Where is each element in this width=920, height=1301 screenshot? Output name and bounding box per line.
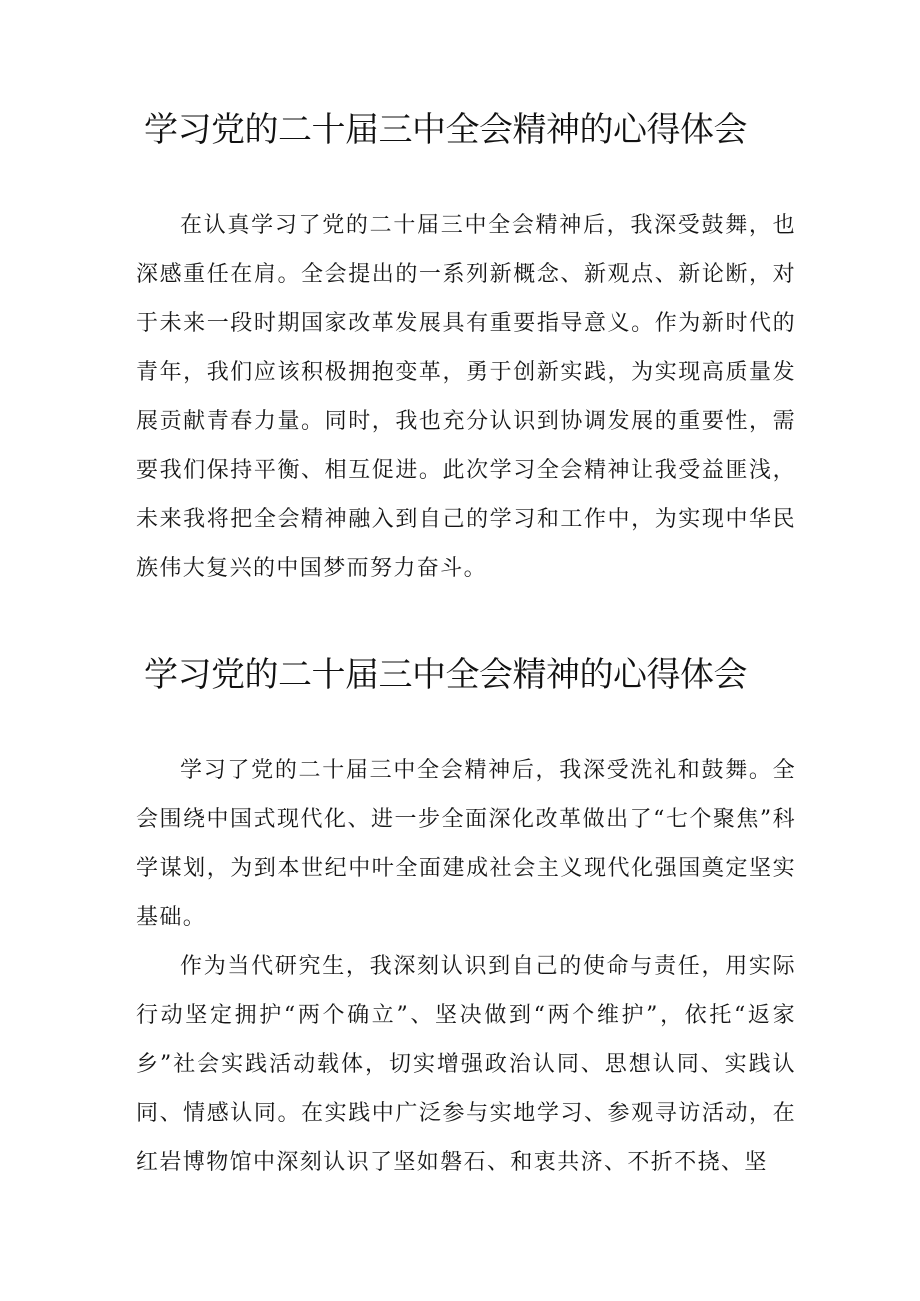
body-paragraph: 在认真学习了党的二十届三中全会精神后，我深受鼓舞，也深感重任在肩。全会提出的一系列新概念、新观点、新论断，对于未来一段时期国家改革发展具有重要指导意义。作为新时代的青年，我们应该积极拥抱变革，勇于创新实践，为实现高质量发展贡献青春力量。同时，我也充分认识到协调发展的重要性，需要我们保持平衡、相互促进。此次学习全会精神让我受益匪浅，未来我将把全会精神融入到自己的学习和工作中，为实现中华民族伟大复兴的中国梦而努力奋斗。 <box>136 213 796 581</box>
section-title: 学习党的二十届三中全会精神的心得体会 <box>144 655 747 695</box>
body-paragraph: 作为当代研究生，我深刻认识到自己的使命与责任，用实际行动坚定拥护“两个确立”、坚决做到“两个维护”，依托“返家乡”社会实践活动载体，切实增强政治认同、思想认同、实践认同、情感认同。在实践中广泛参与实地学习、参观寻访活动，在红岩博物馆中深刻认识了坚如磐石、和衷共济、不折不挠、坚 <box>136 954 796 1175</box>
section-title: 学习党的二十届三中全会精神的心得体会 <box>144 110 747 150</box>
body-paragraph: 学习了党的二十届三中全会精神后，我深受洗礼和鼓舞。全会围绕中国式现代化、进一步全面深化改革做出了“七个聚焦”科学谋划，为到本世纪中叶全面建成社会主义现代化强国奠定坚实基础。 <box>136 758 796 930</box>
